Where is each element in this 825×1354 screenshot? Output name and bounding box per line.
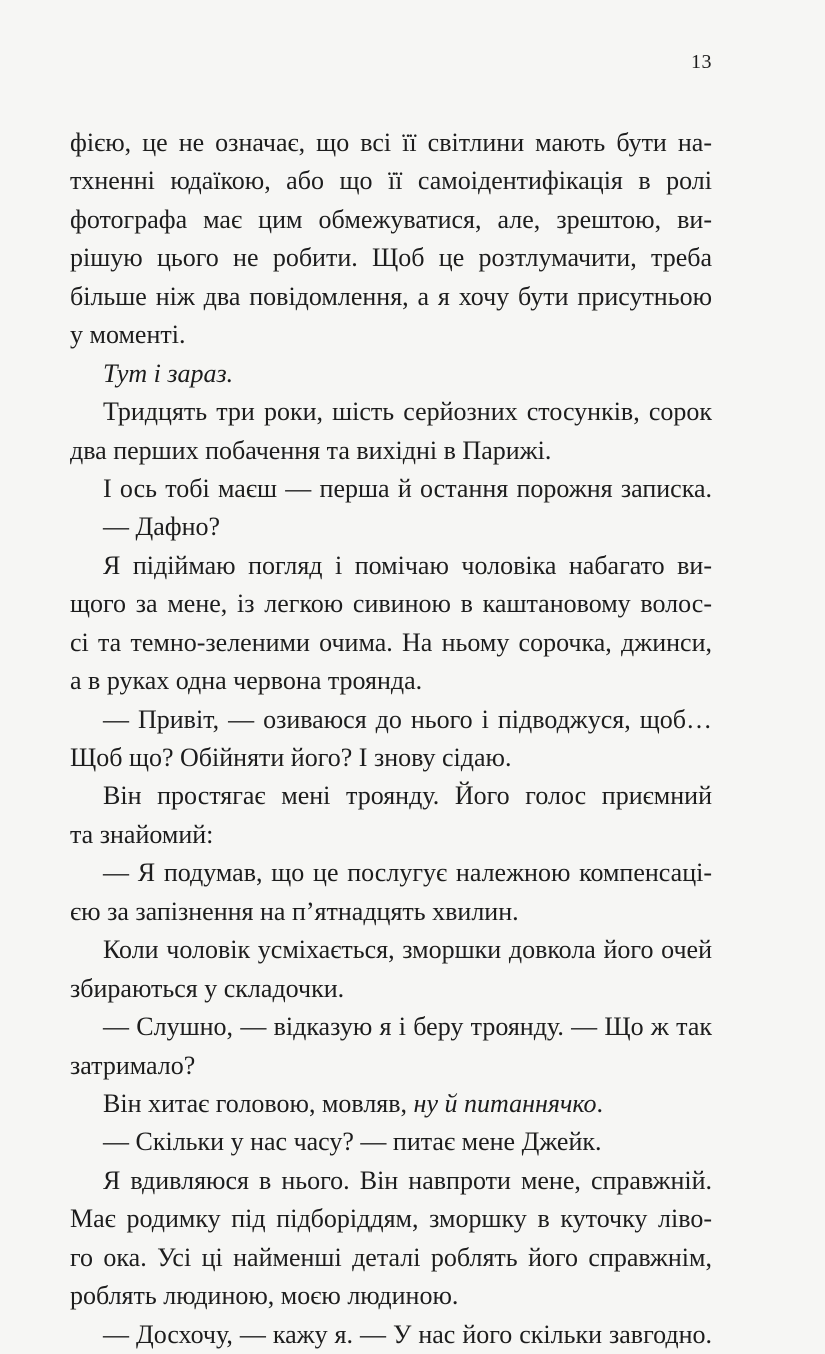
text-line: — Слушно, — відказую я і беру троянду. — Що ж так xyxy=(103,1012,712,1042)
text-line: — Досхочу, — кажу я. — У нас його скільки завгодно. xyxy=(103,1319,712,1349)
text-line: щого за мене, із легкою сивиною в каштановому волос- xyxy=(70,589,712,619)
text-line: Він простягає мені троянду. Його голос приємний xyxy=(103,781,712,811)
text-run: Він хитає головою, мовляв, xyxy=(103,1088,414,1118)
text-line: сі та темно-зеленими очима. На ньому сорочка, джинси, xyxy=(70,627,712,657)
text-line: у моменті. xyxy=(70,320,186,350)
text-line: го ока. Усі ці найменші деталі роблять його справжнім, xyxy=(70,1242,712,1272)
text-line: рішую цього не робити. Щоб це розтлумачити, треба xyxy=(70,243,712,273)
body-text xyxy=(70,124,712,1354)
text-line: єю за запізнення на п’ятнадцять хвилин. xyxy=(70,896,519,926)
text-line: роблять людиною, моєю людиною. xyxy=(70,1281,459,1311)
text-line-mixed xyxy=(70,1085,712,1123)
text-line: затримало? xyxy=(70,1050,196,1080)
text-line: — Я подумав, що це послугує належною компенсаці- xyxy=(103,858,712,888)
text-line: фотографа має цим обмежуватися, але, зрештою, ви- xyxy=(70,204,712,234)
text-line: Щоб що? Обійняти його? І знову сідаю. xyxy=(70,743,512,772)
text-line: Тридцять три роки, шість серйозних стосунків, сорок xyxy=(103,397,712,427)
italic-phrase: Тут і зараз. xyxy=(103,358,234,388)
page-number: 13 xyxy=(691,51,712,73)
text-line: Я вдивляюся в нього. Він навпроти мене, справжній. xyxy=(103,1165,712,1195)
text-line: тхненні юдаїкою, або що її самоідентифікація в ролі xyxy=(70,166,712,196)
text-line-italic xyxy=(70,355,712,393)
text-line: більше ніж два повідомлення, а я хочу бути присутньою xyxy=(70,281,712,311)
text-line: — Дафно? xyxy=(103,512,221,542)
text-line: Має родимку під підборіддям, зморшку в куточку ліво- xyxy=(70,1204,712,1234)
text-line: І ось тобі маєш — перша й остання порожня записка. xyxy=(103,473,712,503)
text-line: збираються у складочки. xyxy=(70,973,345,1003)
text-line: — Скільки у нас часу? — питає мене Джейк. xyxy=(103,1127,602,1157)
italic-phrase: ну й питаннячко xyxy=(413,1088,597,1118)
text-run: . xyxy=(596,1088,604,1118)
text-line: фією, це не означає, що всі її світлини мають бути на- xyxy=(70,128,712,157)
text-line: два перших побачення та вихідні в Парижі. xyxy=(70,435,552,465)
text-line: — Привіт, — озиваюся до нього і підводжуся, щоб… xyxy=(103,704,712,734)
text-line: Я підіймаю погляд і помічаю чоловіка набагато ви- xyxy=(103,550,712,580)
text-line: Коли чоловік усміхається, зморшки довкола його очей xyxy=(103,935,712,965)
text-line: та знайомий: xyxy=(70,819,214,849)
text-line: а в руках одна червона троянда. xyxy=(70,666,423,696)
